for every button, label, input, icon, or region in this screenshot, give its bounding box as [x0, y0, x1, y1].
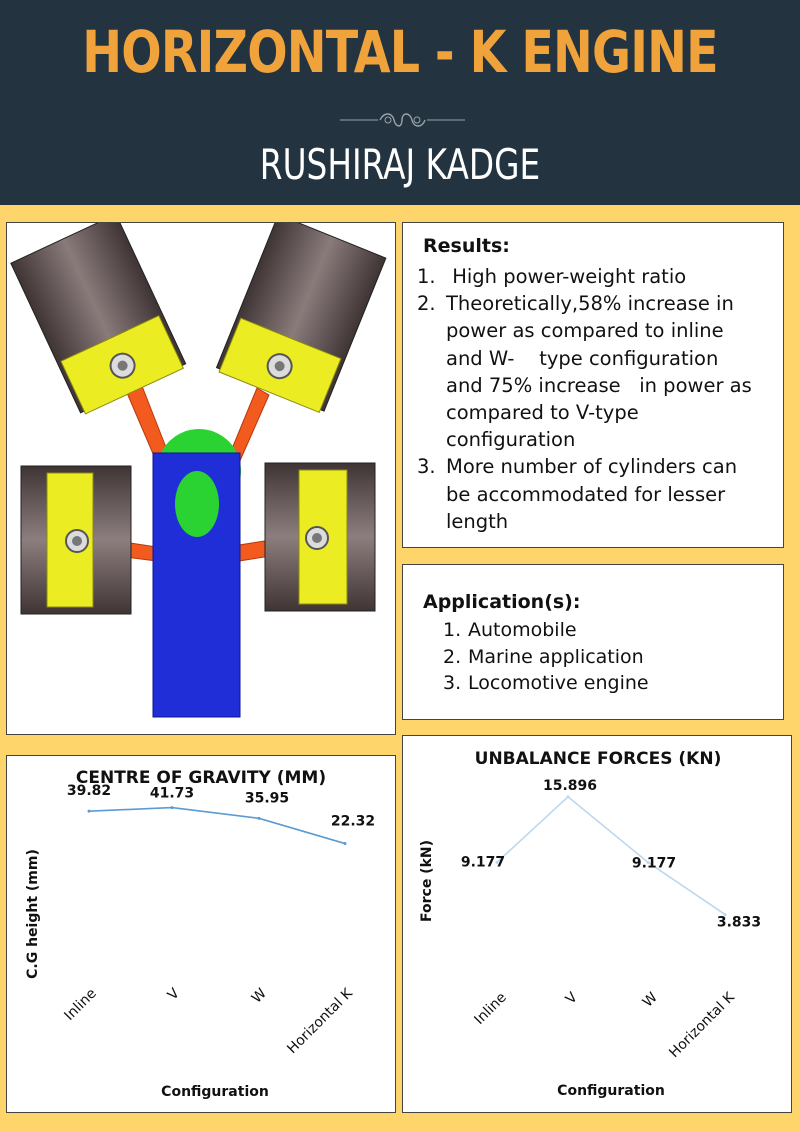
applications-item-text: Automobile — [468, 619, 577, 641]
list-number: 1. — [417, 265, 436, 288]
x-tick-label: Horizontal K — [284, 985, 356, 1058]
x-axis-label: Configuration — [161, 1084, 269, 1100]
x-axis-label: Configuration — [557, 1083, 665, 1099]
x-tick-label: W — [639, 989, 661, 1011]
applications-item-text: Locomotive engine — [468, 672, 649, 694]
results-item-line: and W- type configuration — [446, 346, 719, 370]
results-panel — [402, 222, 784, 548]
applications-list — [443, 617, 773, 697]
series-line — [89, 808, 345, 844]
data-label: 39.82 — [66, 783, 112, 800]
results-heading: Results: — [423, 235, 510, 257]
y-axis-label: C.G height (mm) — [25, 849, 41, 979]
applications-item — [443, 617, 773, 644]
x-tick-label: Horizontal K — [666, 989, 738, 1062]
list-number: 3. — [417, 455, 436, 479]
data-point — [171, 806, 174, 809]
unbalance-chart — [403, 736, 791, 1112]
poster-title: HORIZONTAL - K ENGINE — [82, 18, 718, 86]
x-tick-label: V — [164, 985, 183, 1004]
list-number: 2. — [417, 292, 436, 316]
data-point — [344, 842, 347, 845]
list-number: 2. — [443, 645, 462, 668]
results-list — [417, 263, 777, 535]
applications-item — [443, 670, 773, 697]
data-label: 35.95 — [244, 790, 290, 807]
applications-panel — [402, 564, 784, 720]
results-item-line: High power-weight ratio — [446, 265, 687, 288]
data-label: 22.32 — [330, 813, 376, 830]
unbalance-chart-panel — [402, 735, 792, 1113]
results-item — [417, 290, 777, 453]
chart-title: UNBALANCE FORCES (KN) — [474, 749, 722, 769]
author-name: RUSHIRAJ KADGE — [259, 140, 541, 189]
results-item — [417, 263, 777, 290]
results-item-line: be accommodated for lesser — [446, 482, 726, 506]
x-tick-label: Inline — [471, 989, 510, 1028]
data-label: 15.896 — [542, 777, 598, 794]
results-item-line: length — [446, 509, 509, 533]
applications-item-text: Marine application — [468, 645, 644, 668]
results-item — [417, 453, 777, 535]
series-line — [497, 797, 725, 915]
cg-chart-panel — [6, 755, 396, 1113]
results-item-line: More number of cylinders can — [446, 455, 738, 479]
horizontal-k-engine-illustration-icon — [7, 223, 395, 734]
poster-header — [0, 0, 800, 205]
x-tick-label: W — [248, 985, 270, 1007]
applications-heading: Application(s): — [423, 591, 581, 613]
data-label: 9.177 — [460, 854, 506, 871]
data-point — [258, 817, 261, 820]
data-label: 41.73 — [149, 785, 195, 802]
x-tick-label: Inline — [61, 985, 100, 1024]
scroll-flourish-icon — [340, 108, 465, 132]
x-tick-label: V — [562, 989, 581, 1008]
results-item-line: compared to V-type — [446, 401, 639, 425]
chart-title: CENTRE OF GRAVITY (MM) — [75, 768, 327, 788]
results-item-line: and 75% increase in power as — [446, 373, 752, 397]
results-item-line: power as compared to inline — [446, 319, 724, 343]
list-number: 3. — [443, 672, 462, 694]
data-label: 3.833 — [716, 914, 762, 931]
results-item-line: configuration — [446, 428, 576, 452]
data-point — [88, 810, 91, 813]
results-item-line: Theoretically,58% increase in — [446, 292, 734, 316]
applications-item — [443, 644, 773, 671]
cg-chart — [7, 756, 395, 1112]
engine-illustration-panel — [6, 222, 396, 735]
y-axis-label: Force (kN) — [419, 839, 435, 923]
list-number: 1. — [443, 619, 462, 641]
data-point — [567, 795, 570, 798]
data-label: 9.177 — [631, 855, 677, 872]
